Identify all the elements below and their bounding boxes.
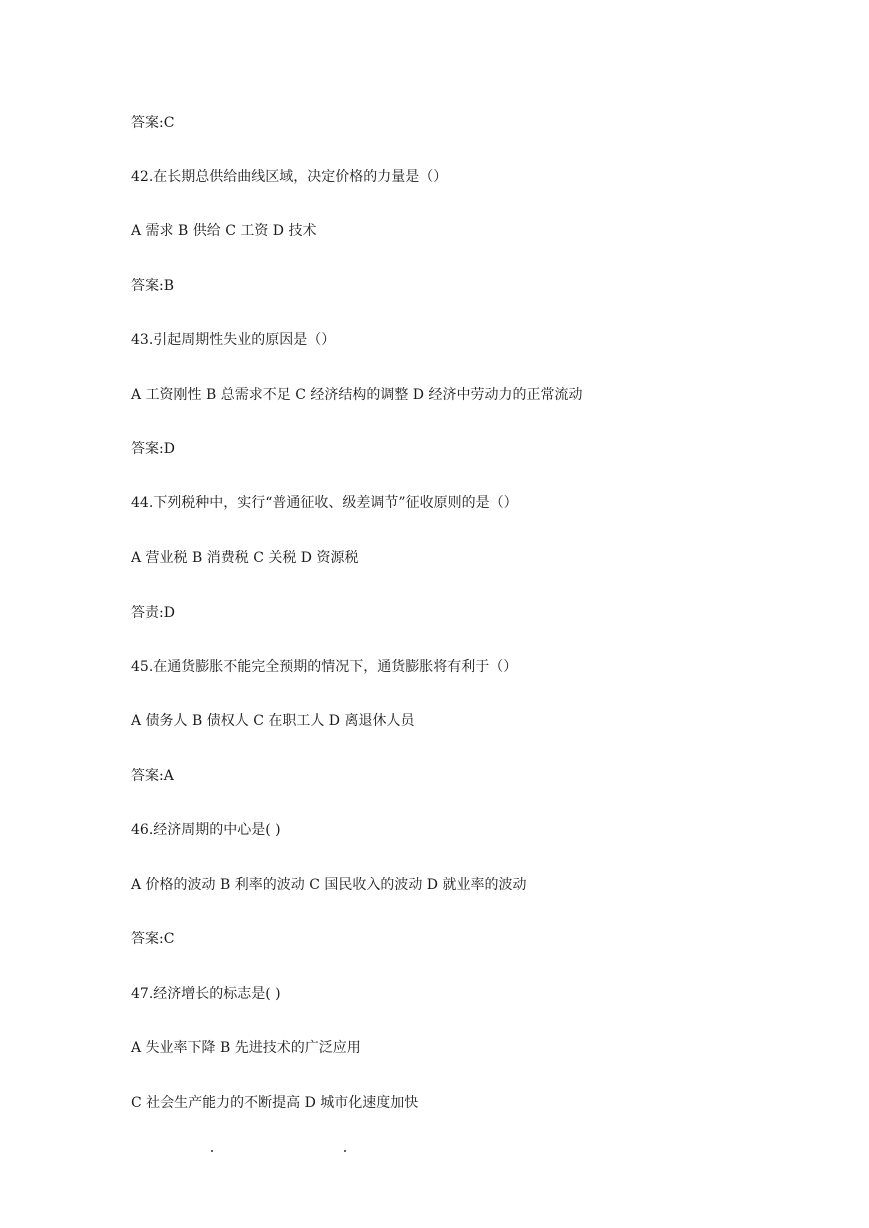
options-46: A 价格的波动 B 利率的波动 C 国民收入的波动 D 就业率的波动 <box>131 877 527 893</box>
options-44: A 营业税 B 消费税 C 关税 D 资源税 <box>131 550 359 566</box>
answer-42: 答案:B <box>131 278 175 294</box>
options-47-part2: C 社会生产能力的不断提高 D 城市化速度加快 <box>131 1095 419 1111</box>
question-46: 46.经济周期的中心是( ) <box>131 822 281 838</box>
options-47-part1: A 失业率下降 B 先进技术的广泛应用 <box>131 1040 361 1056</box>
question-43: 43.引起周期性失业的原因是（） <box>131 332 336 348</box>
answer-44: 答责:D <box>131 605 175 621</box>
question-44: 44.下列税种中，实行“普通征收、级差调节”征收原则的是（） <box>131 495 518 511</box>
answer-45: 答案:A <box>131 768 174 784</box>
options-42: A 需求 B 供给 C 工资 D 技术 <box>131 223 317 239</box>
footer-dot-right <box>344 1150 346 1152</box>
answer-43: 答案:D <box>131 441 175 457</box>
options-45: A 债务人 B 债权人 C 在职工人 D 离退休人员 <box>131 713 415 729</box>
question-42: 42.在长期总供给曲线区域，决定价格的力量是（） <box>131 169 448 185</box>
answer-41: 答案:C <box>131 115 175 131</box>
footer-dot-left <box>211 1150 213 1152</box>
question-45: 45.在通货膨胀不能完全预期的情况下，通货膨胀将有利于（） <box>131 659 518 675</box>
options-43: A 工资刚性 B 总需求不足 C 经济结构的调整 D 经济中劳动力的正常流动 <box>131 387 583 403</box>
question-47: 47.经济增长的标志是( ) <box>131 986 281 1002</box>
answer-46: 答案:C <box>131 931 175 947</box>
